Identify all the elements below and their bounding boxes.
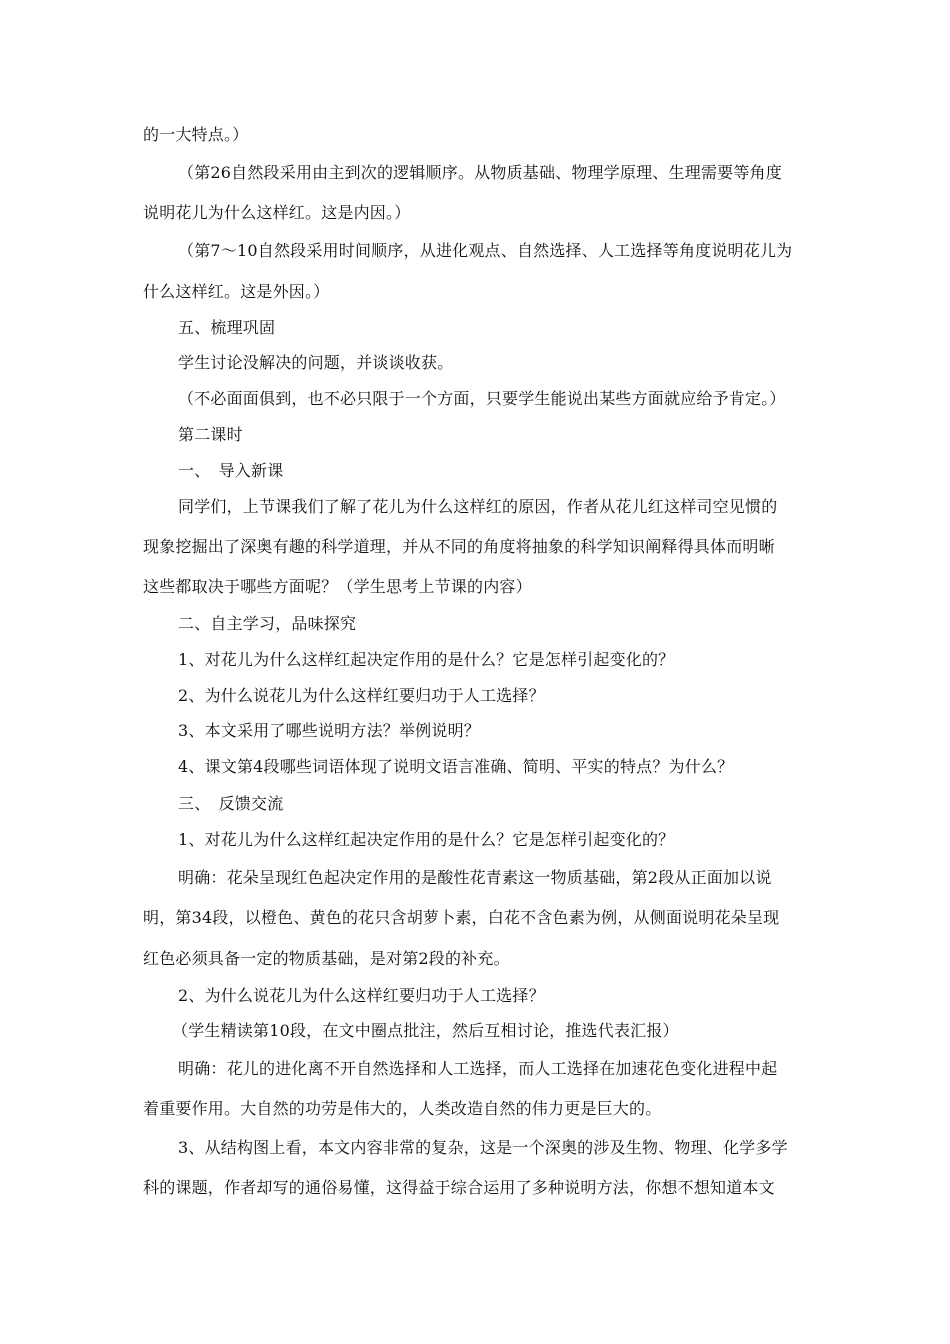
text-line: 现象挖掘出了深奥有趣的科学道理，并从不同的角度将抽象的科学知识阐释得具体而明晰 bbox=[143, 537, 775, 556]
text-line: （第26自然段采用由主到次的逻辑顺序。从物质基础、物理学原理、生理需要等角度 bbox=[178, 163, 782, 182]
text-line: 学生讨论没解决的问题，并谈谈收获。 bbox=[178, 353, 454, 372]
text-line: （学生精读第10段，在文中圈点批注，然后互相讨论，推选代表汇报） bbox=[172, 1021, 679, 1040]
section-heading: 五、梳理巩固 bbox=[178, 318, 276, 337]
question-item: 4、课文第4段哪些词语体现了说明文语言准确、简明、平实的特点？为什么？ bbox=[178, 757, 734, 776]
text-line: 这些都取决于哪些方面呢？（学生思考上节课的内容） bbox=[143, 577, 532, 596]
lesson-heading: 第二课时 bbox=[178, 425, 243, 444]
section-heading: 三、 反馈交流 bbox=[178, 794, 284, 813]
question-item: 3、本文采用了哪些说明方法？举例说明？ bbox=[178, 721, 480, 740]
text-line: 科的课题，作者却写的通俗易懂，这得益于综合运用了多种说明方法，你想不想知道本文 bbox=[143, 1178, 775, 1197]
question-item: 3、从结构图上看，本文内容非常的复杂，这是一个深奥的涉及生物、物理、化学多学 bbox=[178, 1138, 788, 1157]
question-item: 2、为什么说花儿为什么这样红要归功于人工选择？ bbox=[178, 986, 545, 1005]
text-line: 说明花儿为什么这样红。这是内因。） bbox=[143, 203, 411, 222]
question-item: 1、对花儿为什么这样红起决定作用的是什么？它是怎样引起变化的？ bbox=[178, 650, 675, 669]
text-line: （不必面面俱到，也不必只限于一个方面，只要学生能说出某些方面就应给予肯定。） bbox=[178, 389, 786, 408]
text-line: 的一大特点。） bbox=[143, 125, 249, 144]
text-line: 明确：花儿的进化离不开自然选择和人工选择，而人工选择在加速花色变化进程中起 bbox=[178, 1059, 778, 1078]
section-heading: 一、 导入新课 bbox=[178, 461, 284, 480]
text-line: 同学们，上节课我们了解了花儿为什么这样红的原因，作者从花儿红这样司空见惯的 bbox=[178, 497, 778, 516]
question-item: 2、为什么说花儿为什么这样红要归功于人工选择？ bbox=[178, 686, 545, 705]
text-line: 着重要作用。大自然的功劳是伟大的，人类改造自然的伟力更是巨大的。 bbox=[143, 1099, 662, 1118]
question-item: 1、对花儿为什么这样红起决定作用的是什么？它是怎样引起变化的？ bbox=[178, 830, 675, 849]
text-line: 红色必须具备一定的物质基础，是对第2段的补充。 bbox=[143, 949, 510, 968]
section-heading: 二、自主学习，品味探究 bbox=[178, 614, 357, 633]
text-line: 明确：花朵呈现红色起决定作用的是酸性花青素这一物质基础，第2段从正面加以说 bbox=[178, 868, 772, 887]
text-line: 什么这样红。这是外因。） bbox=[143, 282, 330, 301]
text-line: （第7～10自然段采用时间顺序，从进化观点、自然选择、人工选择等角度说明花儿为 bbox=[178, 241, 793, 260]
text-line: 明，第34段，以橙色、黄色的花只含胡萝卜素，白花不含色素为例，从侧面说明花朵呈现 bbox=[143, 908, 780, 927]
